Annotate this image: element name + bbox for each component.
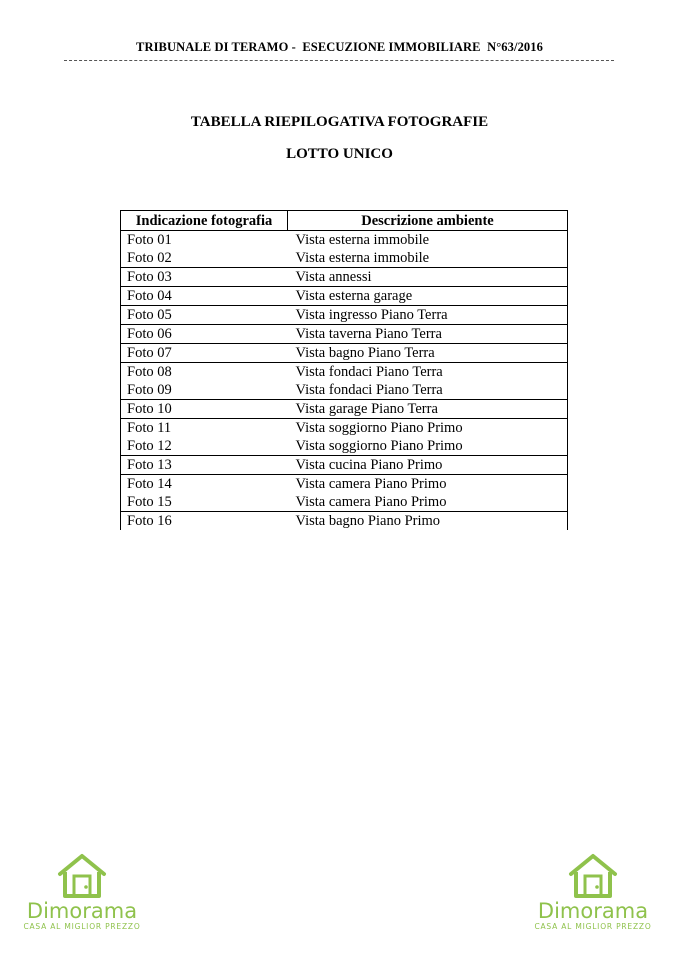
table-row <box>121 419 568 438</box>
table-row <box>121 344 568 363</box>
room-description: Vista taverna Piano Terra <box>288 325 568 344</box>
photo-label: Foto 07 <box>121 344 288 363</box>
document-title: TABELLA RIEPILOGATIVA FOTOGRAFIE <box>190 114 489 130</box>
table-row <box>121 325 568 344</box>
room-description: Vista soggiorno Piano Primo <box>288 419 568 438</box>
column-header-photo: Indicazione fotografia <box>121 211 288 231</box>
table-row <box>121 475 568 494</box>
table-row <box>121 456 568 475</box>
photo-label: Foto 06 <box>121 325 288 344</box>
watermark-tagline: CASA AL MIGLIOR PREZZO <box>534 922 652 931</box>
photo-summary-table <box>120 210 568 530</box>
photo-label: Foto 11 <box>127 420 172 436</box>
room-description: Vista esterna garage <box>288 287 568 306</box>
photo-label: Foto 03 <box>121 268 288 287</box>
table-row <box>121 231 568 250</box>
table-row <box>121 268 568 287</box>
room-description: Vista bagno Piano Terra <box>288 344 568 363</box>
room-description: Vista fondaci Piano Terra <box>288 363 568 382</box>
photo-label: Foto 13 <box>121 456 288 475</box>
table-row <box>121 400 568 419</box>
room-description: Vista esterna immobile <box>288 249 568 268</box>
table-row <box>121 437 568 456</box>
room-description: Vista camera Piano Primo <box>288 475 568 494</box>
photo-label: Foto 14 <box>127 476 172 492</box>
photo-label: Foto 10 <box>121 400 288 419</box>
header-divider <box>64 60 614 61</box>
house-logo-icon <box>565 852 621 900</box>
photo-label: Foto 01 <box>127 232 172 248</box>
photo-label: Foto 02 <box>121 249 288 268</box>
photo-label: Foto 04 <box>121 287 288 306</box>
photo-label: Foto 12 <box>121 437 288 456</box>
watermark-tagline: CASA AL MIGLIOR PREZZO <box>23 922 141 931</box>
room-description: Vista soggiorno Piano Primo <box>288 437 568 456</box>
watermark-brand-name: Dimorama <box>537 899 649 923</box>
dimorama-watermark-right <box>523 852 663 944</box>
room-description: Vista garage Piano Terra <box>288 400 568 419</box>
table-row <box>121 249 568 268</box>
house-logo-icon <box>54 852 110 900</box>
table-row <box>121 306 568 325</box>
photo-label: Foto 09 <box>121 381 288 400</box>
room-description: Vista esterna immobile <box>288 231 568 250</box>
room-description: Vista annessi <box>288 268 568 287</box>
room-description: Vista fondaci Piano Terra <box>288 381 568 400</box>
document-subtitle: LOTTO UNICO <box>286 146 393 162</box>
table-row <box>121 512 568 531</box>
watermark-brand-name: Dimorama <box>26 899 138 923</box>
column-header-description: Descrizione ambiente <box>288 211 568 231</box>
photo-label: Foto 08 <box>127 364 172 380</box>
room-description: Vista camera Piano Primo <box>288 493 568 512</box>
table-header-row <box>121 211 568 231</box>
room-description: Vista cucina Piano Primo <box>288 456 568 475</box>
table-row <box>121 287 568 306</box>
table-row <box>121 493 568 512</box>
dimorama-watermark-left <box>12 852 152 944</box>
room-description: Vista ingresso Piano Terra <box>288 306 568 325</box>
document-header: TRIBUNALE DI TERAMO - ESECUZIONE IMMOBILIARE N°63/2016 <box>136 40 543 54</box>
room-description: Vista bagno Piano Primo <box>288 512 568 531</box>
table-row <box>121 381 568 400</box>
photo-label: Foto 15 <box>121 493 288 512</box>
photo-label: Foto 05 <box>121 306 288 325</box>
photo-label: Foto 16 <box>127 513 172 529</box>
table-row <box>121 363 568 382</box>
